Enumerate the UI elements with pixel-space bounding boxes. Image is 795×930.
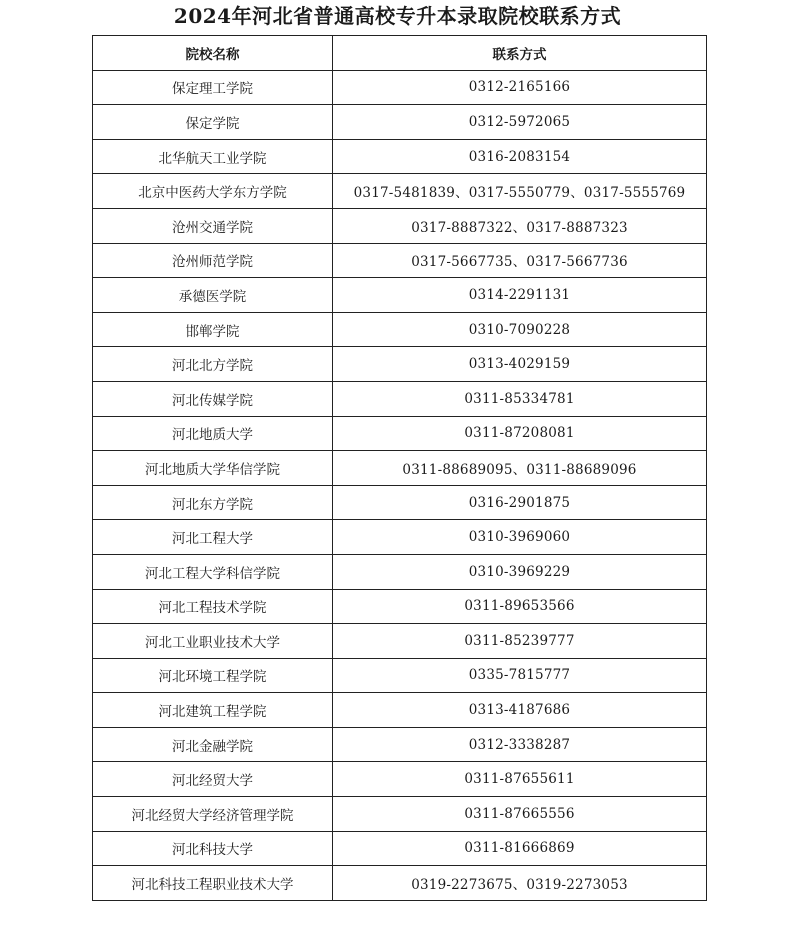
school-name-cell: 保定理工学院 xyxy=(93,70,333,105)
school-name-cell: 保定学院 xyxy=(93,105,333,140)
table-header-row xyxy=(93,36,707,71)
school-name-cell: 河北传媒学院 xyxy=(93,381,333,416)
contact-phone-cell: 0317-5667735、0317-5667736 xyxy=(333,243,707,278)
contact-phone-cell: 0311-81666869 xyxy=(333,831,707,866)
school-name-cell: 河北工业职业技术大学 xyxy=(93,624,333,659)
contact-phone-cell: 0316-2901875 xyxy=(333,485,707,520)
table-row xyxy=(93,416,707,451)
table-row xyxy=(93,762,707,797)
table-row xyxy=(93,381,707,416)
contact-phone-cell: 0311-87208081 xyxy=(333,416,707,451)
table-row xyxy=(93,866,707,901)
table-row xyxy=(93,624,707,659)
school-name-cell: 承德医学院 xyxy=(93,278,333,313)
table-row xyxy=(93,139,707,174)
contact-phone-cell: 0311-85334781 xyxy=(333,381,707,416)
contact-phone-cell: 0319-2273675、0319-2273053 xyxy=(333,866,707,901)
table-row xyxy=(93,831,707,866)
contact-phone-cell: 0317-8887322、0317-8887323 xyxy=(333,208,707,243)
table-row xyxy=(93,70,707,105)
table-row xyxy=(93,347,707,382)
school-name-cell: 河北北方学院 xyxy=(93,347,333,382)
table-row xyxy=(93,589,707,624)
table-row xyxy=(93,451,707,486)
table-row xyxy=(93,174,707,209)
table-row xyxy=(93,105,707,140)
school-name-cell: 河北科技大学 xyxy=(93,831,333,866)
contact-phone-cell: 0313-4029159 xyxy=(333,347,707,382)
contact-phone-cell: 0314-2291131 xyxy=(333,278,707,313)
table-row xyxy=(93,727,707,762)
table-row xyxy=(93,243,707,278)
school-name-cell: 河北环境工程学院 xyxy=(93,658,333,693)
school-name-cell: 河北建筑工程学院 xyxy=(93,693,333,728)
table-row xyxy=(93,520,707,555)
table-row xyxy=(93,208,707,243)
contact-phone-cell: 0316-2083154 xyxy=(333,139,707,174)
contact-phone-cell: 0312-3338287 xyxy=(333,727,707,762)
table-body xyxy=(93,70,707,900)
contact-phone-cell: 0313-4187686 xyxy=(333,693,707,728)
table-row xyxy=(93,797,707,832)
table-row xyxy=(93,312,707,347)
school-name-cell: 河北科技工程职业技术大学 xyxy=(93,866,333,901)
school-name-cell: 河北东方学院 xyxy=(93,485,333,520)
contact-phone-cell: 0335-7815777 xyxy=(333,658,707,693)
page-title: 2024年河北省普通高校专升本录取院校联系方式 xyxy=(173,4,622,28)
school-name-cell: 河北工程大学科信学院 xyxy=(93,554,333,589)
school-name-cell: 沧州师范学院 xyxy=(93,243,333,278)
school-name-cell: 河北金融学院 xyxy=(93,727,333,762)
table-row xyxy=(93,554,707,589)
school-name-cell: 河北经贸大学经济管理学院 xyxy=(93,797,333,832)
school-name-cell: 北华航天工业学院 xyxy=(93,139,333,174)
contact-phone-cell: 0317-5481839、0317-5550779、0317-5555769 xyxy=(333,174,707,209)
header-contact: 联系方式 xyxy=(333,36,707,71)
contact-phone-cell: 0311-88689095、0311-88689096 xyxy=(333,451,707,486)
school-name-cell: 河北地质大学华信学院 xyxy=(93,451,333,486)
contact-phone-cell: 0311-87665556 xyxy=(333,797,707,832)
contact-phone-cell: 0311-85239777 xyxy=(333,624,707,659)
school-name-cell: 河北工程技术学院 xyxy=(93,589,333,624)
contact-phone-cell: 0310-3969229 xyxy=(333,554,707,589)
table-row xyxy=(93,278,707,313)
school-name-cell: 沧州交通学院 xyxy=(93,208,333,243)
contact-phone-cell: 0311-89653566 xyxy=(333,589,707,624)
contact-phone-cell: 0312-5972065 xyxy=(333,105,707,140)
table-row xyxy=(93,693,707,728)
school-name-cell: 河北工程大学 xyxy=(93,520,333,555)
contact-phone-cell: 0312-2165166 xyxy=(333,70,707,105)
school-name-cell: 河北地质大学 xyxy=(93,416,333,451)
school-name-cell: 河北经贸大学 xyxy=(93,762,333,797)
school-name-cell: 北京中医药大学东方学院 xyxy=(93,174,333,209)
school-name-cell: 邯郸学院 xyxy=(93,312,333,347)
table-row xyxy=(93,485,707,520)
contacts-table xyxy=(92,35,707,901)
contact-phone-cell: 0310-7090228 xyxy=(333,312,707,347)
contact-phone-cell: 0310-3969060 xyxy=(333,520,707,555)
contact-phone-cell: 0311-87655611 xyxy=(333,762,707,797)
header-school-name: 院校名称 xyxy=(93,36,333,71)
table-row xyxy=(93,658,707,693)
